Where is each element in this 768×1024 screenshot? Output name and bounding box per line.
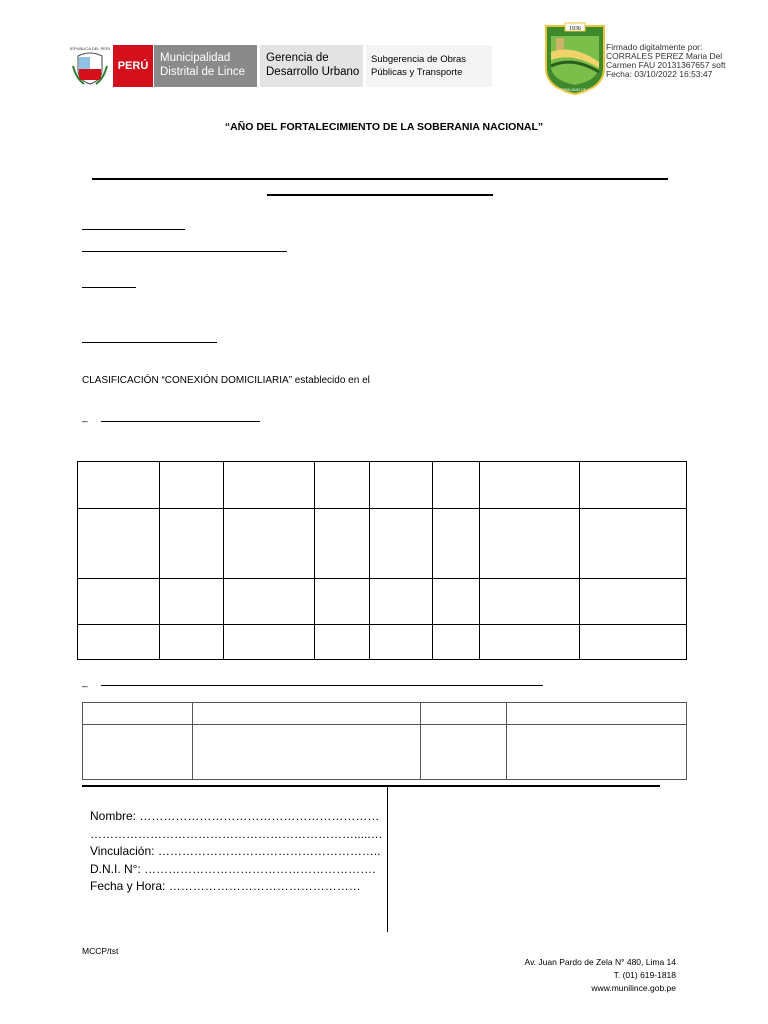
blank-line: [82, 342, 217, 343]
blank-line: [101, 421, 260, 422]
footer-address: Av. Juan Pardo de Zela N° 480, Lima 14: [524, 957, 676, 967]
peru-coat-of-arms-logo: [70, 44, 110, 88]
table-row: [78, 625, 687, 660]
lince-seal-logo: [543, 22, 607, 96]
blank-line: [82, 229, 185, 230]
signature-line-1: Firmado digitalmente por:: [606, 42, 703, 52]
municipality-line-1: Municipalidad: [160, 52, 231, 64]
year-title: “AÑO DEL FORTALECIMIENTO DE LA SOBERANIA NACIONAL”: [224, 121, 544, 133]
table-cell: [78, 462, 160, 509]
table-cell: [433, 509, 480, 579]
table-cell: [580, 462, 687, 509]
blank-line: [267, 194, 493, 196]
signature-line-4: Fecha: 03/10/2022 16:53:47: [606, 69, 713, 79]
table-cell: [479, 509, 580, 579]
dni-field: D.N.I. N°: ………………………………………………….: [90, 861, 376, 876]
table-cell: [369, 625, 433, 660]
table-cell: [224, 625, 315, 660]
seal-year: 1936: [569, 26, 581, 32]
table-cell: [580, 509, 687, 579]
table-cell: [507, 703, 687, 725]
table-row: [83, 703, 687, 725]
peru-label: PERÚ: [117, 60, 149, 72]
table-row: [78, 579, 687, 625]
table-cell: [159, 509, 224, 579]
table-secondary: [82, 702, 687, 780]
table-cell: [433, 579, 480, 625]
table-row: [83, 725, 687, 780]
table-cell: [433, 625, 480, 660]
signature-top-line: [82, 785, 660, 787]
table-cell: [224, 509, 315, 579]
signature-line-3: Carmen FAU 20131367657 soft: [606, 60, 726, 70]
municipality-label-box: [154, 45, 257, 87]
shield-text: REPUBLICA DEL PERU: [70, 46, 110, 51]
table-cell: [314, 625, 369, 660]
name-field: Nombre: ……………………………………………………: [90, 809, 380, 823]
table-main: [77, 461, 687, 660]
footer-phone: T. (01) 619-1818: [613, 970, 676, 980]
table-cell: [78, 625, 160, 660]
table-cell: [369, 579, 433, 625]
name-field-cont: ………………………………………………………….....…: [90, 826, 383, 841]
municipality-line-2: Distrital de Lince: [160, 66, 246, 78]
table-cell: [420, 703, 506, 725]
table-cell: [224, 579, 315, 625]
table-cell: [159, 579, 224, 625]
table-cell: [224, 462, 315, 509]
signature-line-2: CORRALES PEREZ Maria Del: [606, 51, 723, 61]
datetime-field: Fecha y Hora: …………………………………………: [90, 879, 361, 893]
table-cell: [193, 703, 420, 725]
table-cell: [369, 462, 433, 509]
subdivision-label-box: [366, 45, 492, 87]
signature-fields: [90, 808, 383, 896]
blank-line: [101, 685, 543, 686]
table-cell: [78, 509, 160, 579]
relationship-field: Vinculación: ………………………………………………..: [90, 844, 381, 858]
table-cell: [159, 625, 224, 660]
table-row: [78, 509, 687, 579]
subdivision-line-2: Públicas y Transporte: [371, 67, 463, 78]
digital-signature: [606, 43, 766, 79]
blank-line: [92, 178, 668, 180]
signature-divider: [387, 787, 388, 932]
table-cell: [479, 462, 580, 509]
table-cell: [369, 509, 433, 579]
classification-text: CLASIFICACIÓN “CONEXIÓN DOMICILIARIA” establecido en el: [82, 375, 370, 386]
table-cell: [479, 625, 580, 660]
dash-mark: _: [82, 412, 88, 423]
subdivision-line-1: Subgerencia de Obras: [371, 54, 467, 65]
footer-website: www.munilince.gob.pe: [591, 983, 676, 993]
table-cell: [420, 725, 506, 780]
table-cell: [580, 625, 687, 660]
peru-badge: [113, 45, 153, 87]
table-cell: [159, 462, 224, 509]
table-row: [78, 462, 687, 509]
blank-line: [82, 287, 136, 288]
table-cell: [479, 579, 580, 625]
table-cell: [78, 579, 160, 625]
table-cell: [314, 462, 369, 509]
footer-address-block: [525, 956, 676, 995]
table-cell: [314, 509, 369, 579]
table-cell: [433, 462, 480, 509]
table-cell: [507, 725, 687, 780]
footer-code: MCCP/tst: [82, 946, 119, 956]
blank-line: [82, 251, 287, 252]
table-cell: [83, 703, 193, 725]
seal-text: MUNICIPALIDAD DE LINCE: [552, 88, 598, 92]
table-cell: [83, 725, 193, 780]
management-label-box: [260, 45, 363, 87]
table-cell: [580, 579, 687, 625]
table-cell: [314, 579, 369, 625]
management-line-2: Desarrollo Urbano: [266, 66, 360, 78]
management-line-1: Gerencia de: [266, 52, 329, 64]
table-cell: [193, 725, 420, 780]
dash-mark: _: [82, 677, 88, 688]
